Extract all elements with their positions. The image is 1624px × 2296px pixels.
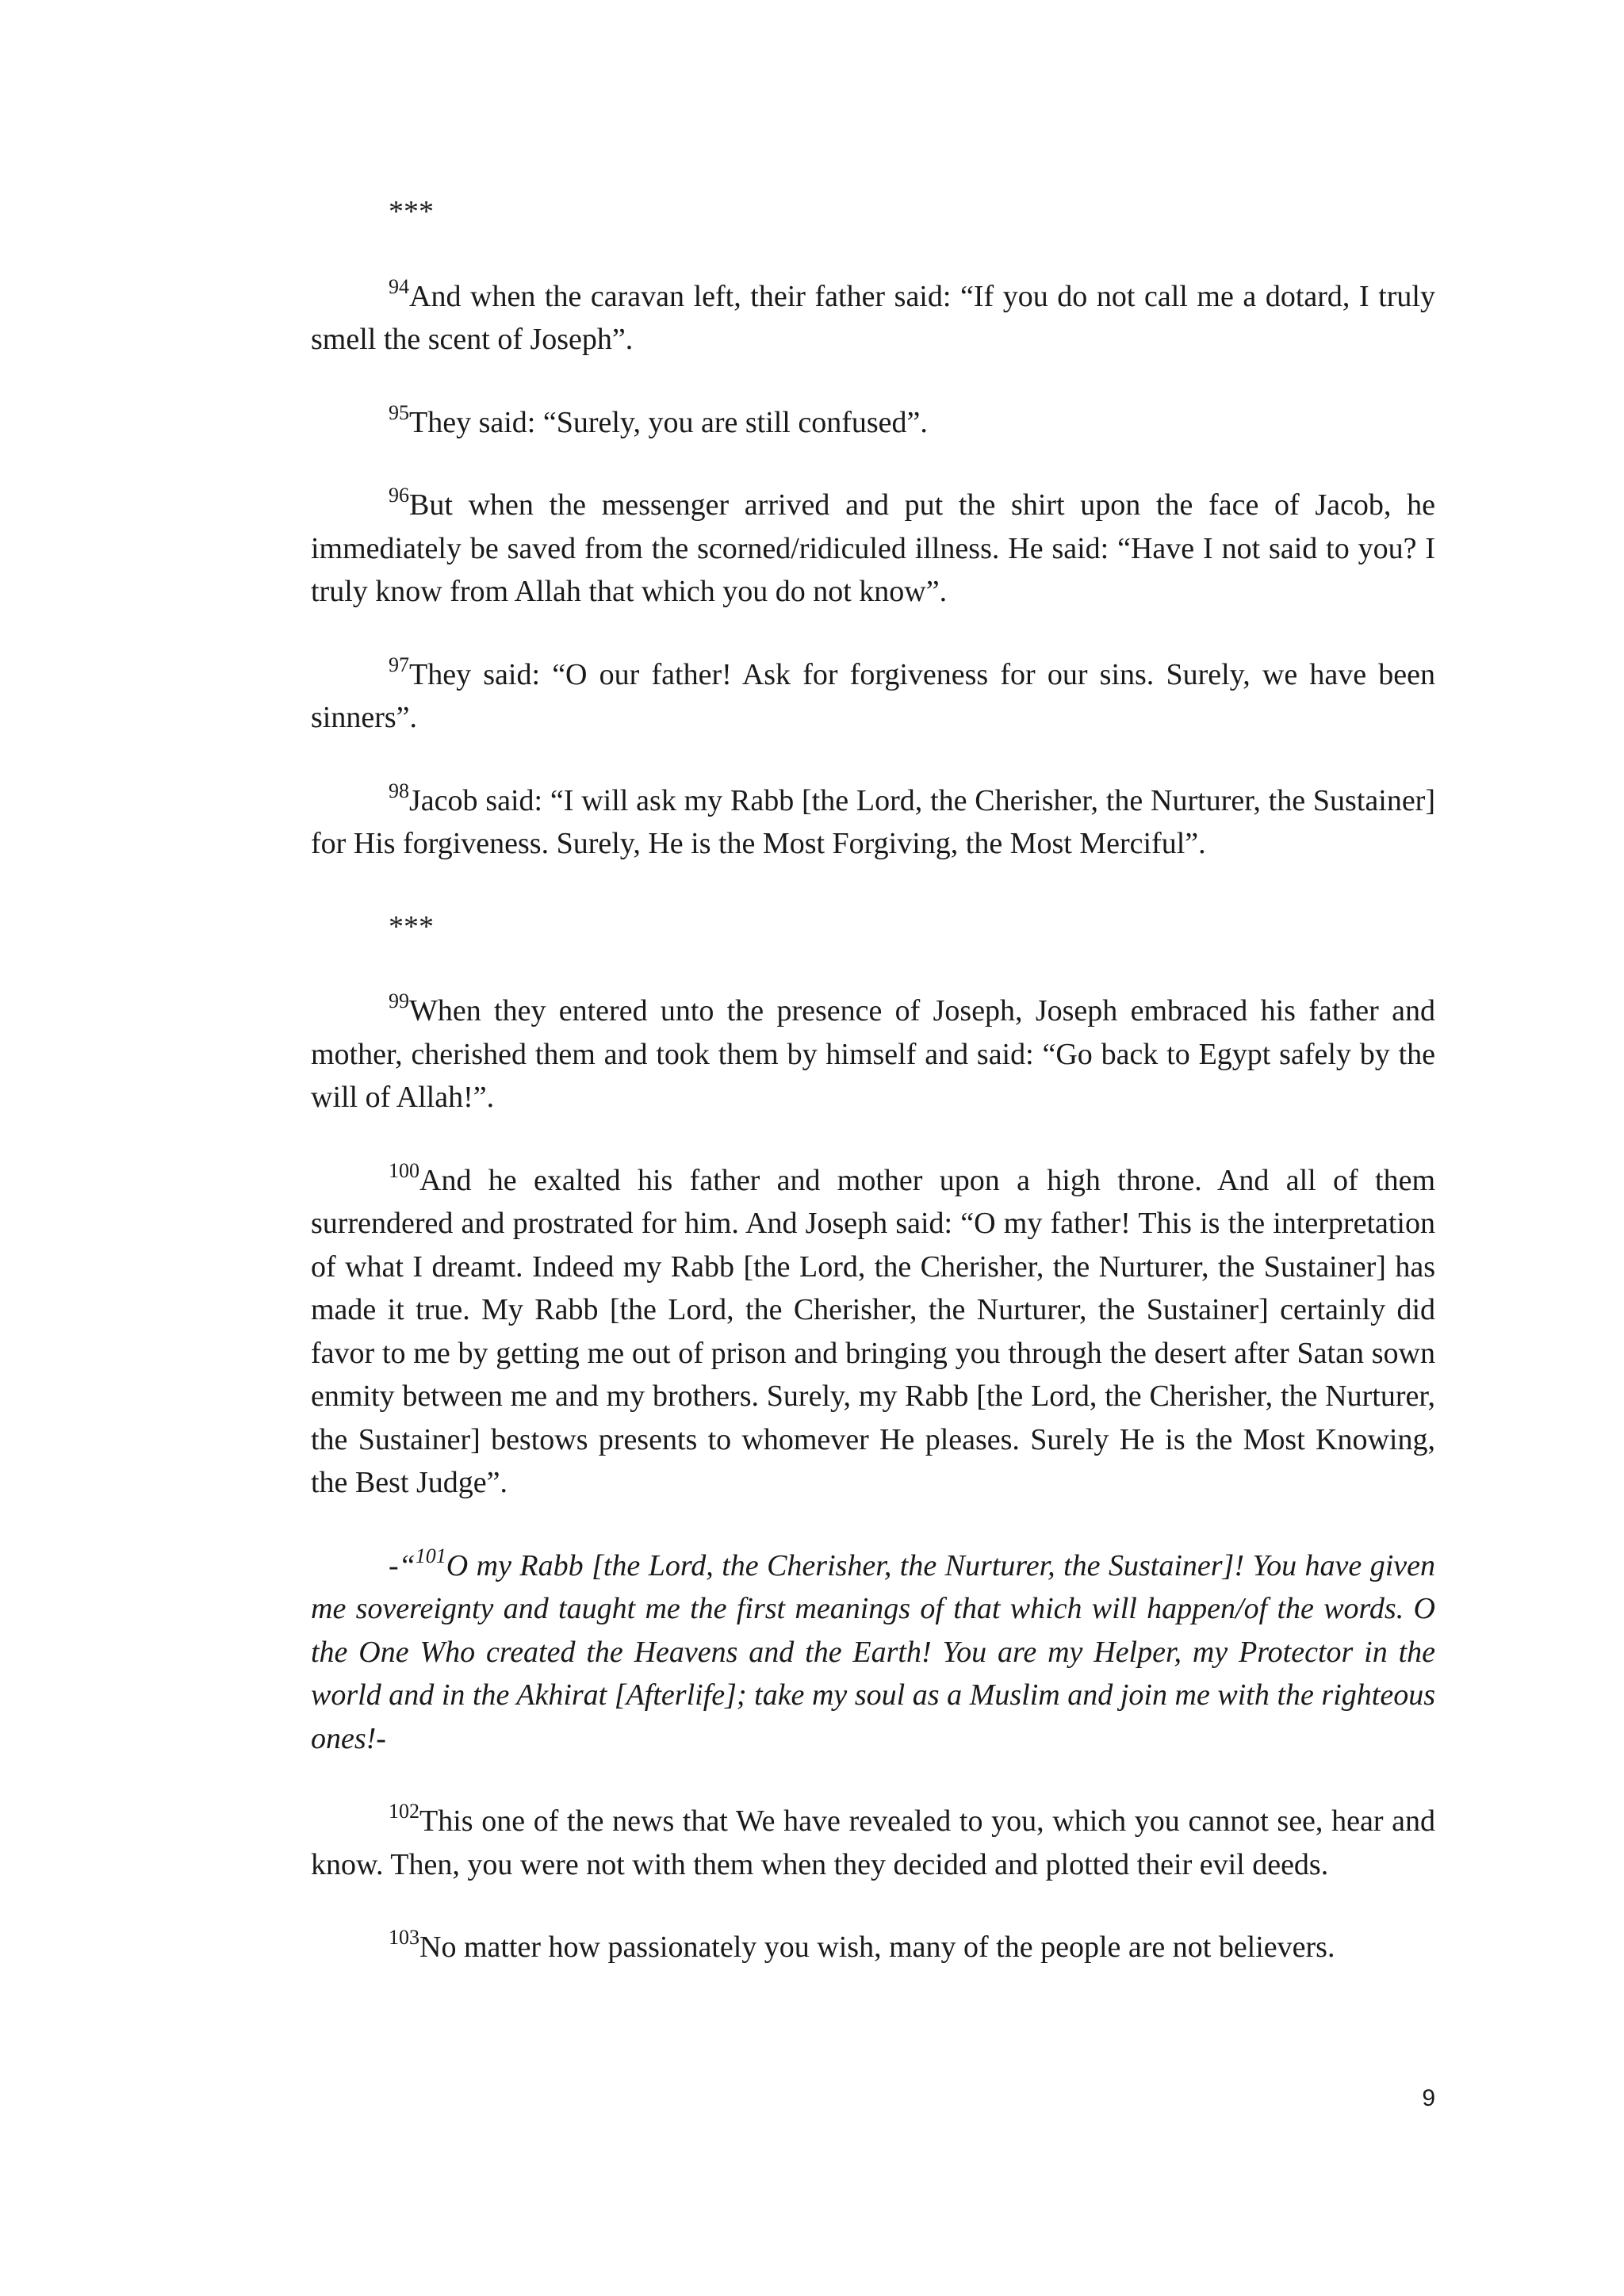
section-separator: *** — [389, 909, 434, 943]
verse-100 — [311, 1159, 1435, 1505]
verse-text: They said: “O our father! Ask for forgiveness for our sins. Surely, we have been sinners”. — [311, 657, 1435, 734]
verse-text: They said: “Surely, you are still confused”. — [409, 405, 928, 439]
verse-text: And when the caravan left, their father said: “If you do not call me a dotard, I truly smell the scent of Joseph”. — [311, 279, 1435, 356]
verse-99 — [311, 989, 1435, 1119]
verse-text: Jacob said: “I will ask my Rabb [the Lord, the Cherisher, the Nurturer, the Sustainer] for His forgiveness. Surely, He is the Most Forgiving, the Most Merciful”. — [311, 783, 1435, 860]
verse-97 — [311, 653, 1435, 740]
verse-text: This one of the news that We have revealed to you, which you cannot see, hear and know. Then, you were not with them when they decided and plotted their evil deeds. — [311, 1804, 1435, 1881]
document-body — [311, 190, 1435, 2009]
verse-94 — [311, 275, 1435, 362]
page-number: 9 — [1422, 2085, 1435, 2111]
verse-number: 99 — [389, 989, 409, 1013]
verse-number: 95 — [389, 400, 409, 424]
verse-number: 102 — [389, 1800, 419, 1823]
verse-number: 96 — [389, 484, 409, 507]
verse-text: No matter how passionately you wish, many of the people are not believers. — [419, 1931, 1335, 1964]
verse-text: And he exalted his father and mother upon a high throne. And all of them surrendered and prostrated for him. And Joseph said: “O my father! This is the interpretation of what I dreamt. Indeed my Rabb [the Lord, the Cherisher, the Nurturer, the Sustainer] has made it true. My Rabb [the Lord, the Cherisher, the Nurturer, the Sustainer] certainly did favor to me by getting me out of prison and bringing you through the desert after Satan sown enmity between me and my brothers. Surely, my Rabb [the Lord, the Cherisher, the Nurturer, the Sustainer] bestows presents to whomever He pleases. Surely He is the Most Knowing, the Best Judge”. — [311, 1163, 1435, 1499]
verse-number: 101 — [415, 1544, 446, 1567]
verse-number: 94 — [389, 274, 409, 298]
verse-number: 103 — [389, 1926, 419, 1950]
verse-text: But when the messenger arrived and put the shirt upon the face of Jacob, he immediately be saved from the scorned/ridiculed illness. He said: “Have I not said to you? I truly know from Allah that which you do not know”. — [311, 488, 1435, 608]
verse-number: 97 — [389, 652, 409, 676]
verse-96 — [311, 484, 1435, 614]
verse-number: 100 — [389, 1158, 419, 1182]
verse-102 — [311, 1800, 1435, 1886]
verse-103 — [311, 1926, 1435, 1969]
verse-prefix: -“ — [389, 1548, 416, 1582]
verse-number: 98 — [389, 779, 409, 802]
verse-text: When they entered unto the presence of Joseph, Joseph embraced his father and mother, cherished them and took them by himself and said: “Go back to Egypt safely by the will of Allah!”. — [311, 994, 1435, 1114]
section-separator: *** — [389, 195, 434, 228]
verse-text: O my Rabb [the Lord, the Cherisher, the Nurturer, the Sustainer]! You have given me sovereignty and taught me the first meanings of that which will happen/of the words. O the One Who created the Heavens and the Earth! You are my Helper, my Protector in the world and in the Akhirat [Afterlife]; take my soul as a Muslim and join me with the righteous ones!- — [311, 1548, 1435, 1755]
verse-98 — [311, 779, 1435, 866]
verse-101 — [311, 1544, 1435, 1761]
verse-95 — [311, 401, 1435, 445]
